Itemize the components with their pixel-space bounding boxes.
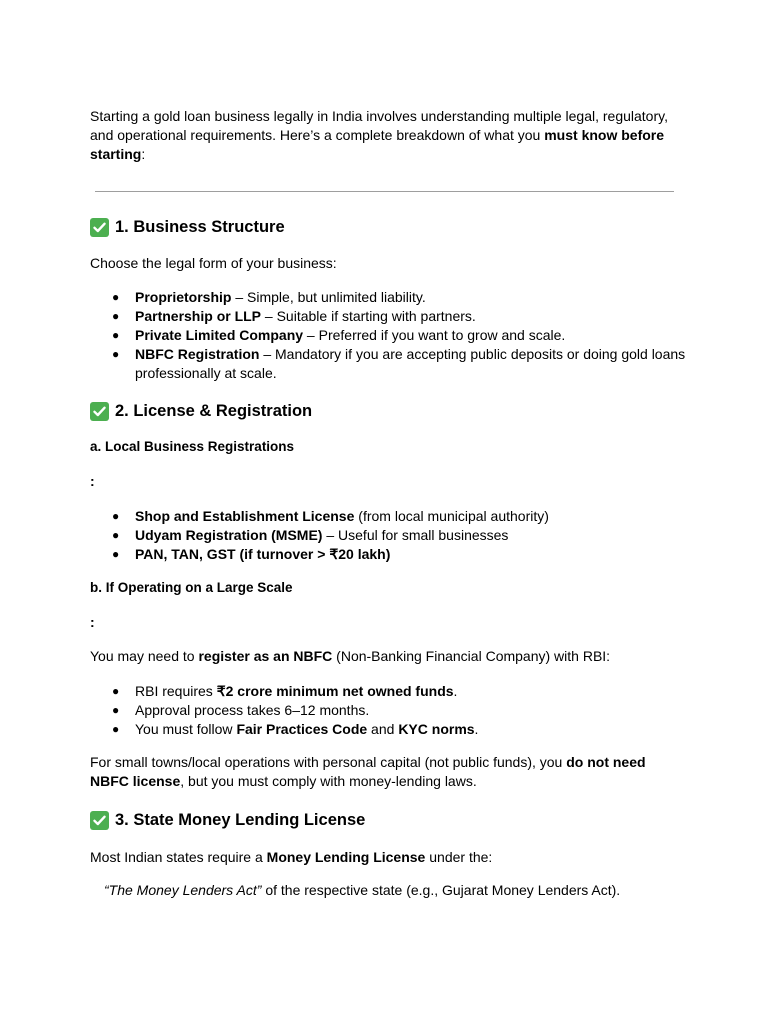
local-registrations-list	[90, 507, 690, 564]
section-heading-license-registration	[90, 400, 312, 422]
intro-colon: :	[141, 146, 146, 162]
section-heading-text: 3. State Money Lending License	[115, 811, 366, 829]
list-item-text-mid: and	[367, 721, 399, 737]
list-item	[90, 345, 690, 383]
list-item-bold: Fair Practices Code	[236, 721, 368, 737]
bullet-icon: ●	[112, 684, 120, 698]
list-item	[90, 701, 690, 720]
list-item	[90, 545, 690, 564]
section1-lead: Choose the legal form of your business:	[90, 255, 337, 271]
bullet-icon: ●	[112, 703, 120, 717]
bullet-icon: ●	[112, 547, 120, 561]
list-item-bold: NBFC Registration	[135, 346, 260, 362]
list-item-bold: Proprietorship	[135, 289, 232, 305]
list-item	[90, 720, 690, 739]
list-item-text: – Suitable if starting with partners.	[261, 308, 476, 324]
list-item-bold: Shop and Establishment License	[135, 508, 355, 524]
note-bold: do not need NBFC license	[90, 754, 646, 789]
list-item-text: You must follow	[135, 721, 237, 737]
bullet-icon: ●	[112, 290, 120, 304]
list-item-bold: Private Limited Company	[135, 327, 304, 343]
list-item-text: – Simple, but unlimited liability.	[231, 289, 426, 305]
check-mark-icon	[90, 402, 109, 421]
list-item-text: (from local municipal authority)	[354, 508, 549, 524]
check-mark-icon	[90, 218, 109, 237]
list-item	[90, 307, 690, 326]
colon-line: :	[90, 614, 95, 630]
business-structure-list	[90, 288, 690, 383]
section-heading-text: 1. Business Structure	[115, 218, 285, 236]
list-item-bold: ₹2 crore minimum net owned funds	[216, 683, 454, 699]
list-item-bold: PAN, TAN, GST (if turnover > ₹20 lakh)	[135, 546, 391, 562]
list-item-bold: Partnership or LLP	[135, 308, 262, 324]
bullet-icon: ●	[112, 309, 120, 323]
list-item-bold-2: KYC norms	[398, 721, 475, 737]
list-item	[90, 682, 690, 701]
note-text-end: , but you must comply with money-lending laws.	[180, 773, 477, 789]
money-lending-lead	[90, 848, 680, 867]
check-mark-icon	[90, 811, 109, 830]
list-item-text: RBI requires	[135, 683, 217, 699]
intro-text: Starting a gold loan business legally in India involves understanding multiple legal, regulatory, and operational requirements. Here’s a complete breakdown of what you	[90, 108, 668, 143]
bullet-icon: ●	[112, 528, 120, 542]
quote-italic: “The Money Lenders Act”	[104, 882, 262, 898]
list-item-text: – Preferred if you want to grow and scale.	[303, 327, 566, 343]
colon-line: :	[90, 473, 95, 489]
horizontal-rule	[95, 191, 674, 192]
list-item	[90, 507, 690, 526]
note-text: For small towns/local operations with personal capital (not public funds), you	[90, 754, 567, 770]
list-item-bold: Udyam Registration (MSME)	[135, 527, 323, 543]
subheading-local-registrations: a. Local Business Registrations	[90, 439, 295, 454]
list-item	[90, 288, 690, 307]
section-heading-money-lending	[90, 809, 365, 831]
list-item	[90, 526, 690, 545]
intro-paragraph	[90, 107, 680, 164]
lead-text: You may need to	[90, 648, 199, 664]
list-item	[90, 326, 690, 345]
nbfc-lead	[90, 647, 680, 666]
bullet-icon: ●	[112, 328, 120, 342]
small-towns-note	[90, 753, 680, 791]
section-heading-business-structure	[90, 216, 285, 238]
list-item-text-end: .	[453, 683, 458, 699]
lead-text-end: (Non-Banking Financial Company) with RBI:	[332, 648, 611, 664]
list-item-text: – Mandatory if you are accepting public deposits or doing gold loans professionally at scale.	[135, 346, 686, 381]
bullet-icon: ●	[112, 347, 120, 361]
bullet-icon: ●	[112, 722, 120, 736]
list-item-text: – Useful for small businesses	[322, 527, 509, 543]
list-item-text: Approval process takes 6–12 months.	[135, 702, 370, 718]
intro-bold-text: must know before starting	[90, 127, 665, 162]
subheading-large-scale: b. If Operating on a Large Scale	[90, 580, 293, 595]
lead-text: Most Indian states require a	[90, 849, 267, 865]
lead-bold: Money Lending License	[266, 849, 426, 865]
lead-bold: register as an NBFC	[198, 648, 333, 664]
lead-text-end: under the:	[425, 849, 493, 865]
list-item-text-end: .	[474, 721, 479, 737]
section-heading-text: 2. License & Registration	[115, 402, 313, 420]
bullet-icon: ●	[112, 509, 120, 523]
money-lenders-act-quote	[104, 881, 620, 900]
quote-text: of the respective state (e.g., Gujarat Money Lenders Act).	[261, 882, 621, 898]
nbfc-requirements-list	[90, 682, 690, 739]
